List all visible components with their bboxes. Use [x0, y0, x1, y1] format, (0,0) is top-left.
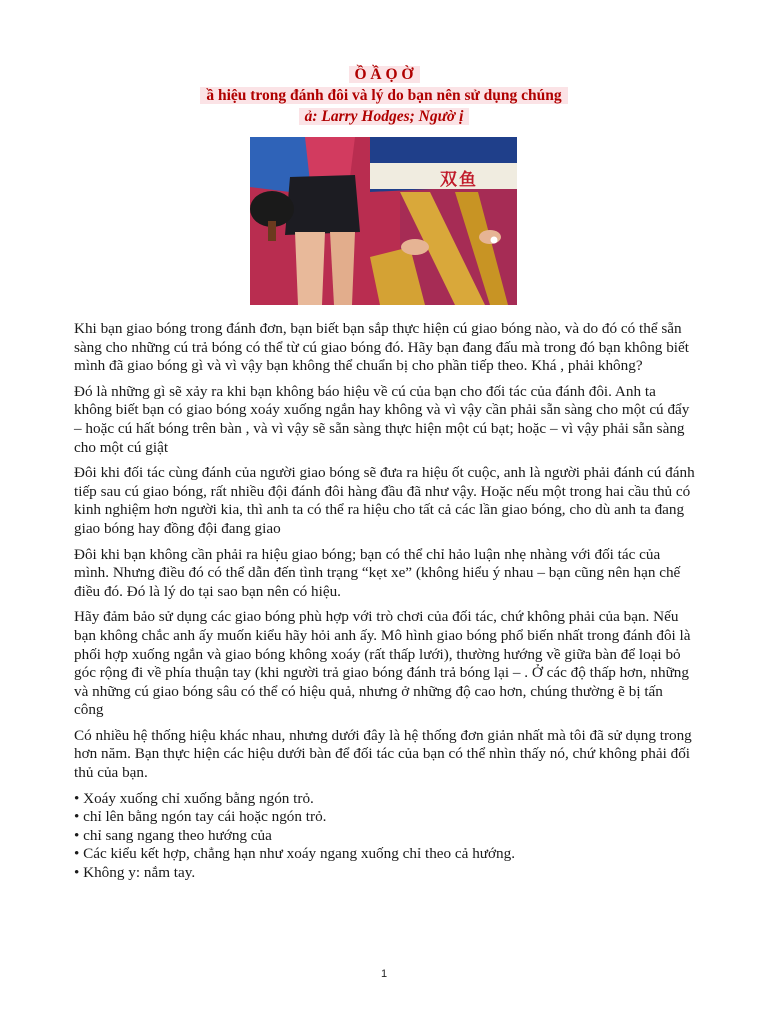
paragraph-2: Đó là những gì sẽ xảy ra khi bạn không báo hiệu về cú của bạn cho đối tác của đánh đôi. Anh ta không biết bạn có giao bóng xoáy xuống ngắn hay không và vì vậy cần phải sẵn sàng cho một cú đẩy – hoặc cú hất bóng trên bàn , và vì vậy sẽ sẵn sàng thực hiện một cú bạt; hoặc – vì vậy phải sẵn sàng cho một cú giật — [74, 382, 690, 456]
bullet-item: • Xoáy xuống chỉ xuống bằng ngón trỏ. — [74, 789, 314, 807]
table-tennis-photo — [250, 137, 517, 305]
bullet-item: • Không y: nắm tay. — [74, 864, 196, 882]
paragraph-6: Có nhiều hệ thống hiệu khác nhau, nhưng dưới đây là hệ thống đơn giản nhất mà tôi đã sử dụng trong hơn năm. Bạn thực hiện các hiệu dưới bàn để đối tác của bạn có thể nhìn thấy nó, chứ không phải đối thủ của bạn. — [74, 726, 692, 782]
paragraph-3: Đôi khi đối tác cùng đánh của người giao bóng sẽ đưa ra hiệu ốt cuộc, anh là người phải đánh cú đánh tiếp sau cú giao bóng, rất nhiều đội đánh đôi hàng đầu đã như vậy. Hoặc nếu một trong hai cầu thủ có kinh nghiệm hơn người kia, thì anh ta có thể ra hiệu cho tất cả các lần giao bóng, cho dù anh ta đang giao bóng hay đồng đội đang giao — [74, 464, 695, 537]
bullet-item: • Các kiểu kết hợp, chẳng hạn như xoáy ngang xuống chỉ theo cả hướng. — [74, 845, 516, 863]
photo-illustration — [250, 137, 517, 305]
bullet-item: • chỉ lên bằng ngón tay cái hoặc ngón trỏ. — [74, 808, 327, 826]
page-number: 1 — [380, 968, 388, 980]
article-body — [74, 320, 696, 883]
paragraph-4: Đôi khi bạn không cần phải ra hiệu giao bóng; bạn có thể chỉ hảo luận nhẹ nhàng với đối tác của mình. Nhưng điều đó có thể dẫn đến tình trạng “kẹt xe” (không hiểu ý nhau – bạn cũng nên hạn chế điều đó. Đó là lý do tại sao bạn nên có hiệu. — [74, 545, 681, 600]
bullet-item: • chỉ sang ngang theo hướng của — [74, 826, 272, 844]
paragraph-1: Khi bạn giao bóng trong đánh đơn, bạn biết bạn sắp thực hiện cú giao bóng nào, và do đó có thể sẵn sàng cho những cú trả bóng có thể từ cú giao bóng đó. Hãy bạn đang đấu mà trong đó bạn không biết mình đã giao bóng gì và vì vậy bạn không thể chuẩn bị cho phần tiếp theo. Khá , phải không? — [74, 320, 689, 375]
banner-text: 双鱼 — [440, 170, 478, 190]
title-line-2: ầ hiệu trong đánh đôi và lý do bạn nên sử dụng chúng — [0, 85, 768, 106]
title-line-1: Ồ Ầ Ọ Ờ — [0, 64, 768, 85]
author-line: ả: Larry Hodges; Ngườ ị — [0, 106, 768, 127]
title-block — [0, 64, 768, 127]
paragraph-5: Hãy đảm bảo sử dụng các giao bóng phù hợp với trò chơi của đối tác, chứ không phải của bạn. Nếu bạn không chắc anh ấy muốn kiểu hãy hỏi anh ấy. Mô hình giao bóng phổ biến nhất trong đánh đôi là phối hợp xuống ngắn và giao bóng không xoáy (rất thấp lưới), thường hướng về giữa bàn để loại bỏ góc rộng đi về phía thuận tay (khi người trả giao bóng đánh trả bóng lại – . Ở các độ thấp hơn, những và những cú giao bóng sâu có thể có hiệu quả, nhưng ở những độ cao hơn, chúng thường ẽ bị tấn công — [74, 608, 691, 719]
